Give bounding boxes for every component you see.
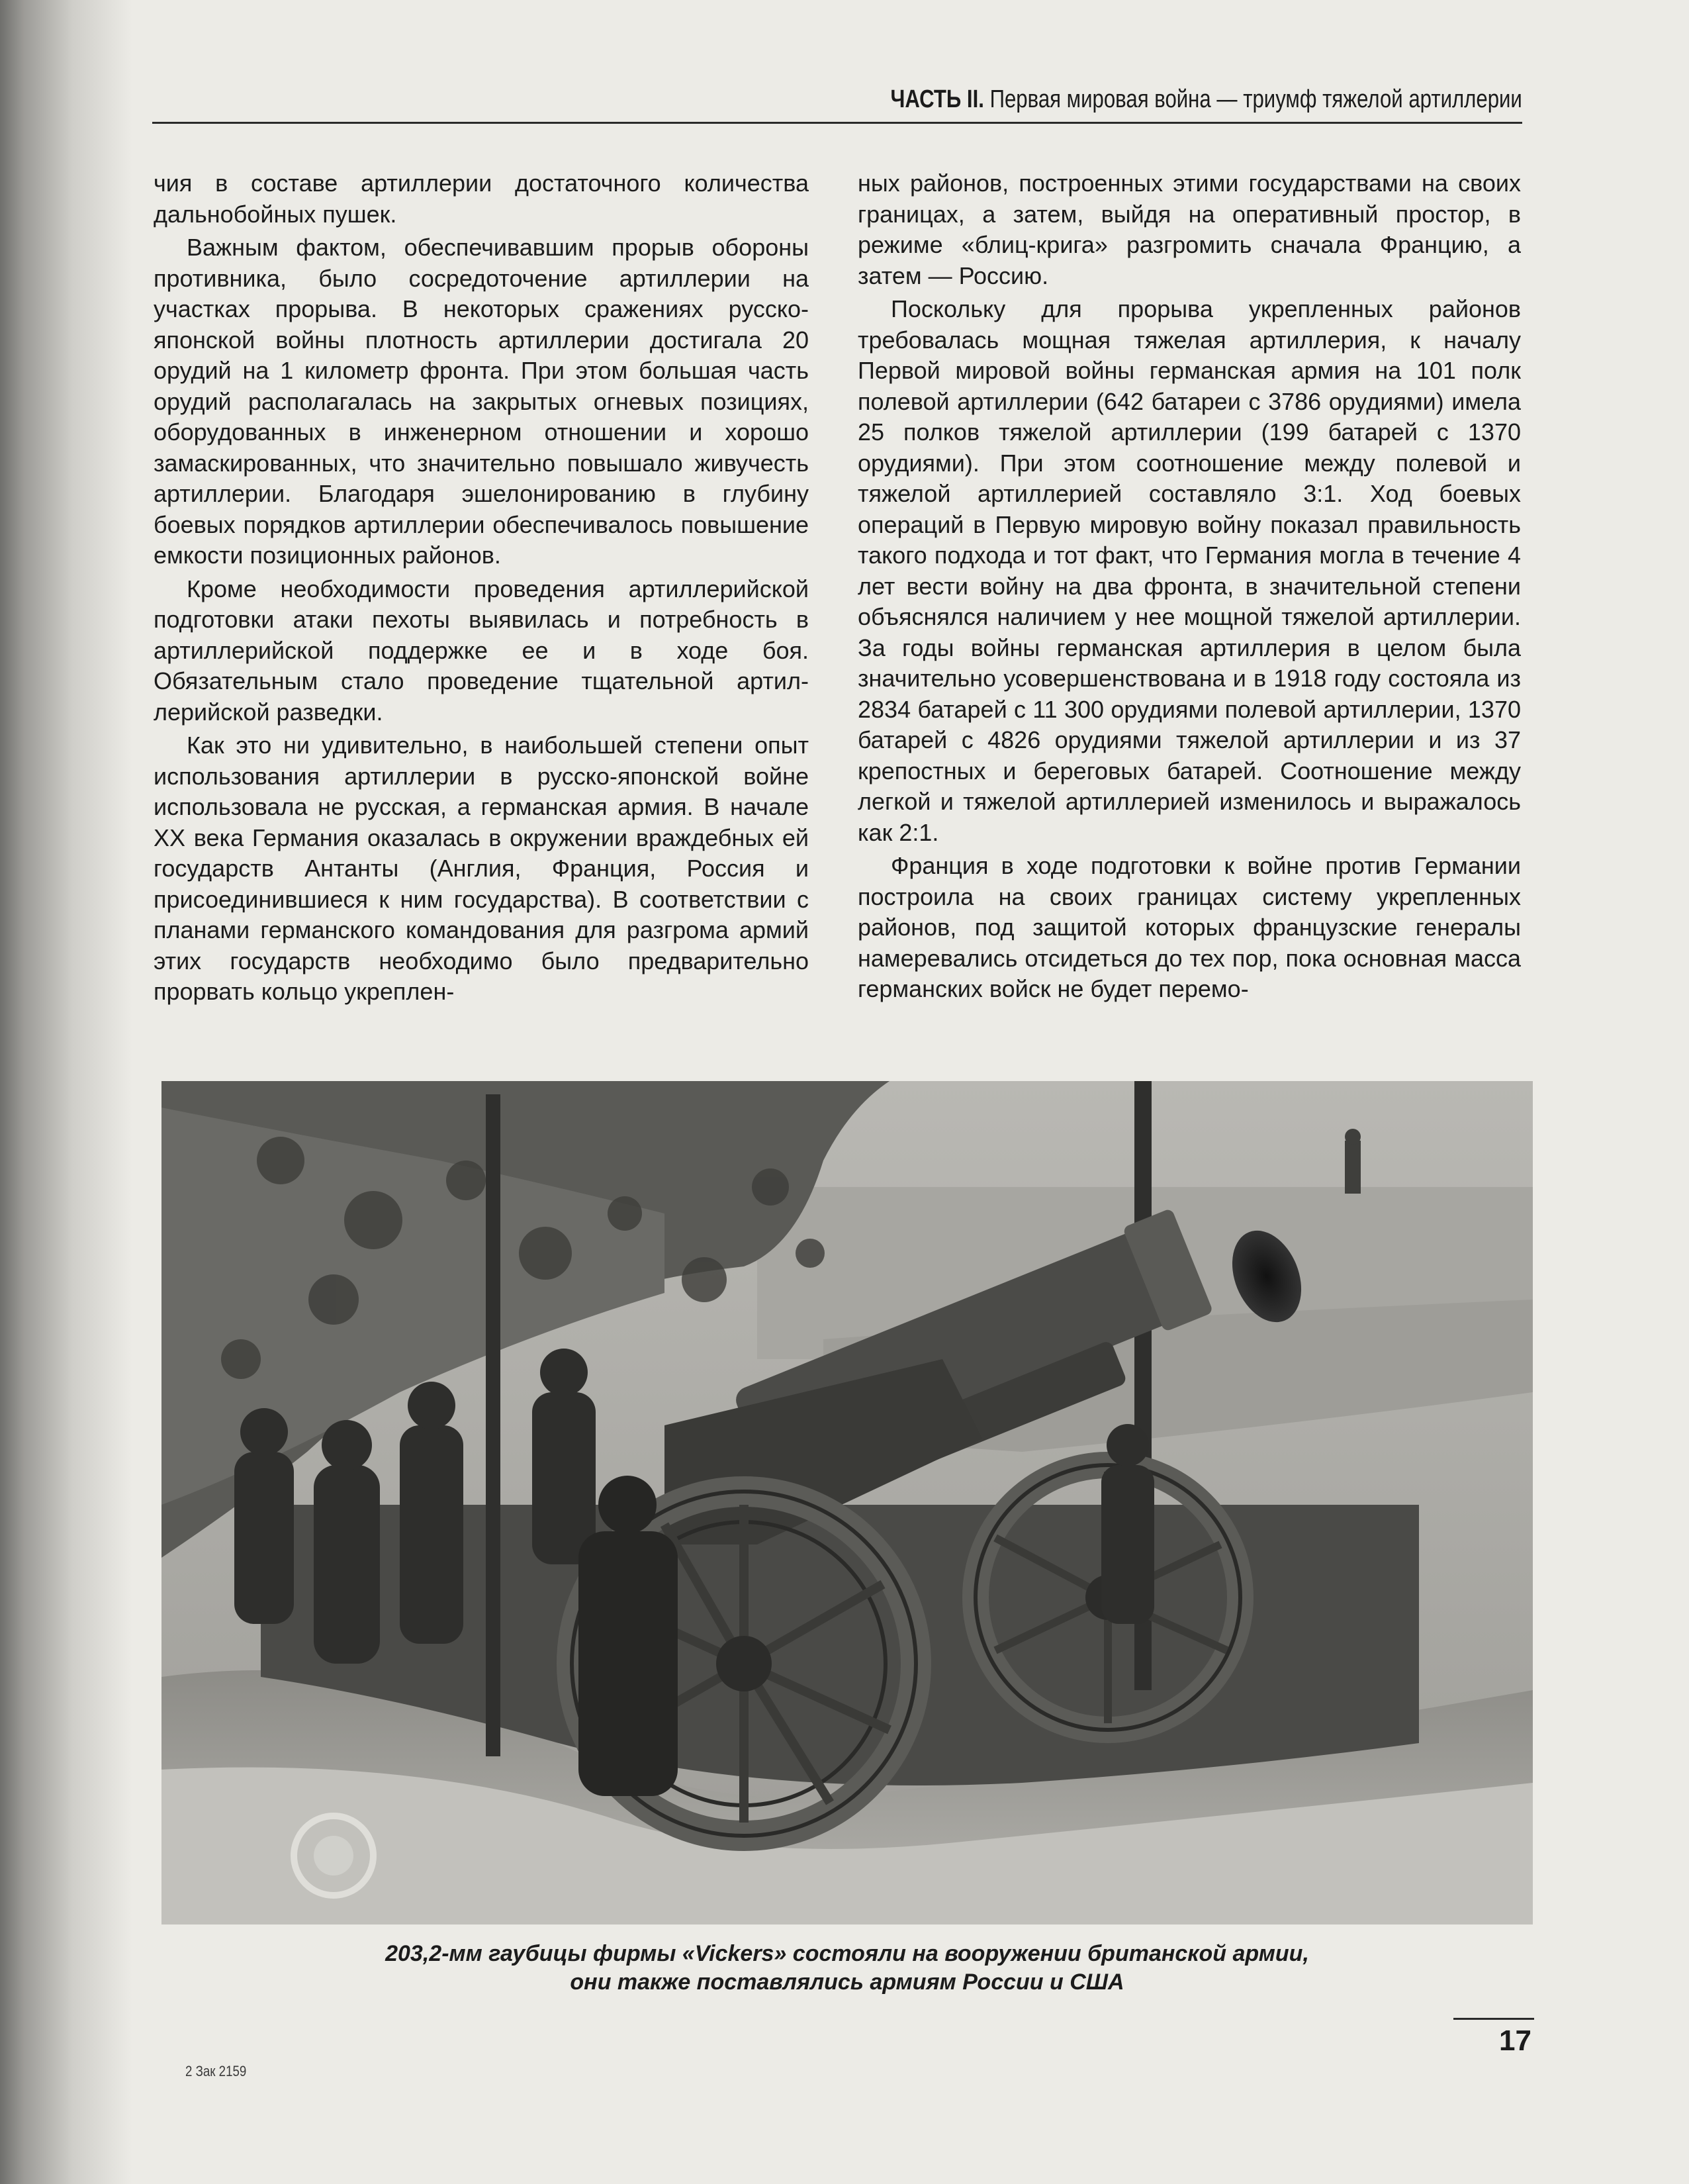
running-header <box>152 78 1522 124</box>
print-code: 2 Зак 2159 <box>185 2063 247 2079</box>
howitzer-photo-illustration <box>161 1081 1533 1924</box>
caption-line: они также поставлялись армиям России и США <box>570 1970 1124 1995</box>
paragraph: Кроме необходимости проведения артиллерийской подготовки атаки пехоты выявилась и потребность в артиллерийской поддержке ее и в ходе боя. Обязательным стало проведение тщательной артиллерийской разведки. <box>154 575 809 726</box>
caption-line: 203,2-мм гаубицы фирмы «Vickers» состояли на вооружении британской армии, <box>385 1941 1309 1966</box>
howitzer-photo <box>161 1081 1533 1924</box>
paragraph: чия в составе артиллерии достаточного количества дальнобойных пушек. <box>154 169 809 228</box>
figure-caption <box>161 1940 1533 1997</box>
part-label: ЧАСТЬ II. <box>890 85 985 113</box>
paragraph: Поскольку для прорыва укрепленных районов требовалась мощная тяжелая артиллерия, к началу Первой мировой войны германская армия на 101 полк полевой артиллерии (642 батареи с 3786 орудиями) имела 25 полков тяжелой артиллерии (199 батарей с 1370 орудиями). При этом соотношение между полевой и тяжелой артиллерией составляло 3:1. Ход боевых операций в Первую мировую войну показал правильность такого подхода и тот факт, что Германия могла в течение 4 лет вести войну на два фронта, в значительной степени объяснялся наличием у нее мощной тяжелой артиллерии. За годы войны германская артиллерия в целом была значительно усовершенствована и в 1918 году состояла из 2834 батарей с 11 300 орудиями полевой артиллерии, 1370 батарей с 4826 орудиями тяжелой артиллерии и из 37 крепостных и береговых батарей. Соотношение между легкой и тяжелой артиллерией изменилось и выражалось как 2:1. <box>858 295 1521 846</box>
paragraph: Важным фактом, обеспечивавшим прорыв обороны противника, было сосредоточение артиллерии на участках прорыва. В некоторых сражениях русско-японской войны плотность артиллерии достигала 20 орудий на 1 километр фронта. При этом большая часть орудий располагалась на закрытых огневых позициях, оборудованных в инженерном отношении и хорошо замаскированных, что значительно повышало живучесть артиллерии. Благодаря эшелонированию в глубину боевых порядков артиллерии обеспечивалось повышение емкости позиционных районов. <box>154 234 809 569</box>
page-number: 17 <box>1499 2024 1531 2057</box>
right-text-column <box>858 168 1521 1008</box>
binding-shadow <box>0 0 132 2184</box>
paragraph: Как это ни удивительно, в наибольшей степени опыт использования артиллерии в русско-японской войне использовала не русская, а германская армия. В начале XX века Германия оказалась в окружении враждебных ей государств Антанты (Англия, Франция, Россия и присоединившиеся к ним государства). В соответствии с планами германского командования для разгрома армий этих государств необходимо было предварительно прорвать кольцо укреплен- <box>154 732 809 1005</box>
paragraph: ных районов, построенных этими государствами на своих границах, а затем, выйдя на оперативный простор, в режиме «блиц-крига» разгромить сначала Францию, а затем — Россию. <box>858 169 1521 289</box>
paragraph: Франция в ходе подготовки к войне против Германии построила на своих границах систему укрепленных районов, под защитой которых французские генералы намеревались отсидеться до тех пор, пока основная масса германских войск не будет перемо- <box>858 852 1521 1002</box>
left-text-column <box>154 168 809 1010</box>
chapter-title: Первая мировая война — триумф тяжелой артиллерии <box>989 85 1522 113</box>
running-header-text <box>891 85 1522 114</box>
footer-rule <box>1453 2018 1534 2020</box>
